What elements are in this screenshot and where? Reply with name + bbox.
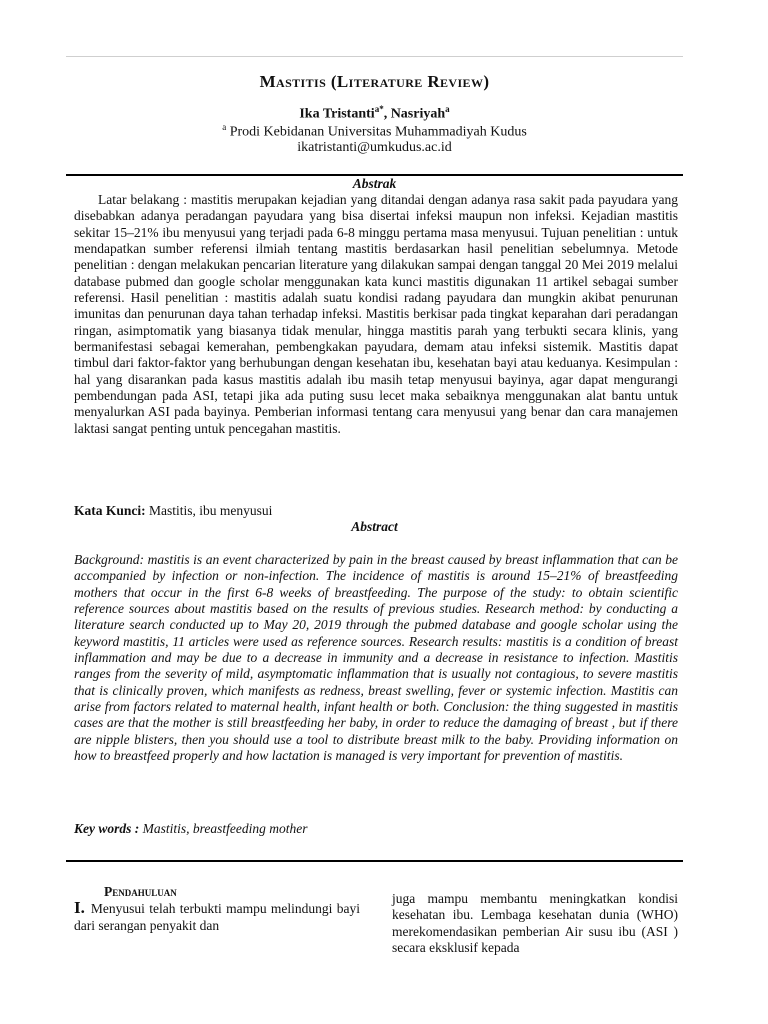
- abstract-body: Background: mastitis is an event characterized by pain in the breast caused by breast inflammation that can be accompanied by infection or non-infection. The incidence of mastitis is around 15–21% of breastfeeding mothers that occur in the first 6-8 weeks of breastfeeding. The purpose of the study: to obtain scientific reference sources about mastitis based on the results of previous studies. Research method: by conducting a literature search conducted up to May 20, 2019 through the pubmed database and google scholar using the keyword mastitis, 11 articles were used as reference sources. Research results: mastitis is a condition of breast inflammation and may be due to a decrease in immunity and a decrease in resistance to infection. Mastitis ranges from the severity of mild, asymptomatic inflammation that is usually not contagious, to severe mastitis that is clinically proven, which manifests as redness, breast swelling, fever or systemic infection. Mastitis can arise from factors related to maternal health, infant health or both. Conclusion: the thing suggested in mastitis cases are that the mother is still breastfeeding her baby, in order to reduce the damaging of breast , but if there are nipple blisters, then you should use a tool to distribute breast milk to the baby. Providing information on how to breastfeed properly and how lactation is managed is very important for prevention of mastitis.: [74, 552, 678, 764]
- kata-kunci-label: Kata Kunci:: [74, 503, 146, 518]
- abstrak-heading: Abstrak: [352, 176, 397, 191]
- affiliation-mark: a: [222, 122, 227, 132]
- author-mark: a: [445, 104, 450, 114]
- kata-kunci-value: Mastitis, ibu menyusui: [149, 503, 273, 518]
- intro-left-paragraph: Menyusui telah terbukti mampu melindungi bayi dari serangan penyakit dan: [74, 901, 360, 933]
- intro-left-column: [74, 884, 360, 934]
- affiliation: [66, 122, 683, 141]
- section-number: I.: [74, 898, 85, 918]
- intro-right-column: juga mampu membantu meningkatkan kondisi kesehatan ibu. Lembaga kesehatan dunia (WHO) merekomendasikan pemberian Air susu ibu (ASI ) secara eksklusif kepada: [392, 891, 678, 956]
- author-email[interactable]: ikatristanti@umkudus.ac.id: [297, 140, 452, 155]
- key-words: [74, 821, 678, 837]
- author-name: Nasriyah: [390, 106, 446, 122]
- intro-heading: Pendahuluan: [104, 884, 177, 899]
- top-divider: [66, 56, 683, 57]
- abstrak-body: Latar belakang : mastitis merupakan kejadian yang ditandai dengan adanya rasa sakit pada payudara yang disebabkan adanya peradangan payudara yang bisa disertai infeksi maupun non infeksi. Kejadian mastitis sekitar 15–21% ibu menyusui yang terjadi pada 6-8 minggu pertama masa menyusui. Tujuan penelitian : untuk mendapatkan sumber referensi ilmiah tentang mastitis berdasarkan hasil penelitian sebelumnya. Metode penelitian : dengan melakukan pencarian literature yang dilakukan sampai dengan tanggal 20 Mei 2019 melalui database pubmed dan google scholar menggunakan kata kunci mastitis digunakan 11 artikel sebagai sumber referensi. Hasil penelitian : mastitis adalah suatu kondisi radang payudara dan mungkin akibat penurunan imunitas dan penurunan daya tahan terhadap infeksi. Mastitis berkisar pada tingkat keparahan dari peradangan ringan, asimptomatik yang biasanya tidak menular, hingga mastitis parah yang terbukti secara klinis, yang bermanifestasi sebagai kemerahan, pembengkakan payudara, demam atau infeksi sistemik. Mastitis dapat timbul dari faktor-faktor yang berhubungan dengan kesehatan ibu, kesehatan bayi atau keduanya. Kesimpulan : hal yang disarankan pada kasus mastitis adalah ibu masih tetap menyusui bayinya, agar dapat mengurangi pembendungan pada ASI, tetapi jika ada puting susu lecet maka sebaiknya menggunakan alat bantu untuk menyalurkan ASI pada bayinya. Pemberian informasi tentang cara menyusui yang benar dan cara manajemen laktasi sangat penting untuk pencegahan mastitis.: [74, 192, 678, 436]
- kata-kunci: [74, 503, 678, 519]
- abstract-heading: Abstract: [351, 519, 398, 534]
- intro-left-text: [74, 900, 360, 934]
- body-divider: [66, 860, 683, 862]
- affiliation-text: Prodi Kebidanan Universitas Muhammadiyah Kudus: [229, 124, 527, 140]
- author-line: Ika Tristanti$^{a*}$, Nasriyah$^a$: [299, 104, 450, 122]
- author-mark: a*: [374, 104, 384, 114]
- key-words-value: Mastitis, breastfeeding mother: [142, 821, 308, 836]
- key-words-label: Key words :: [74, 821, 140, 836]
- paper-title: Mastitis (Literature Review): [259, 72, 490, 91]
- author-name: Ika Tristanti: [299, 106, 375, 122]
